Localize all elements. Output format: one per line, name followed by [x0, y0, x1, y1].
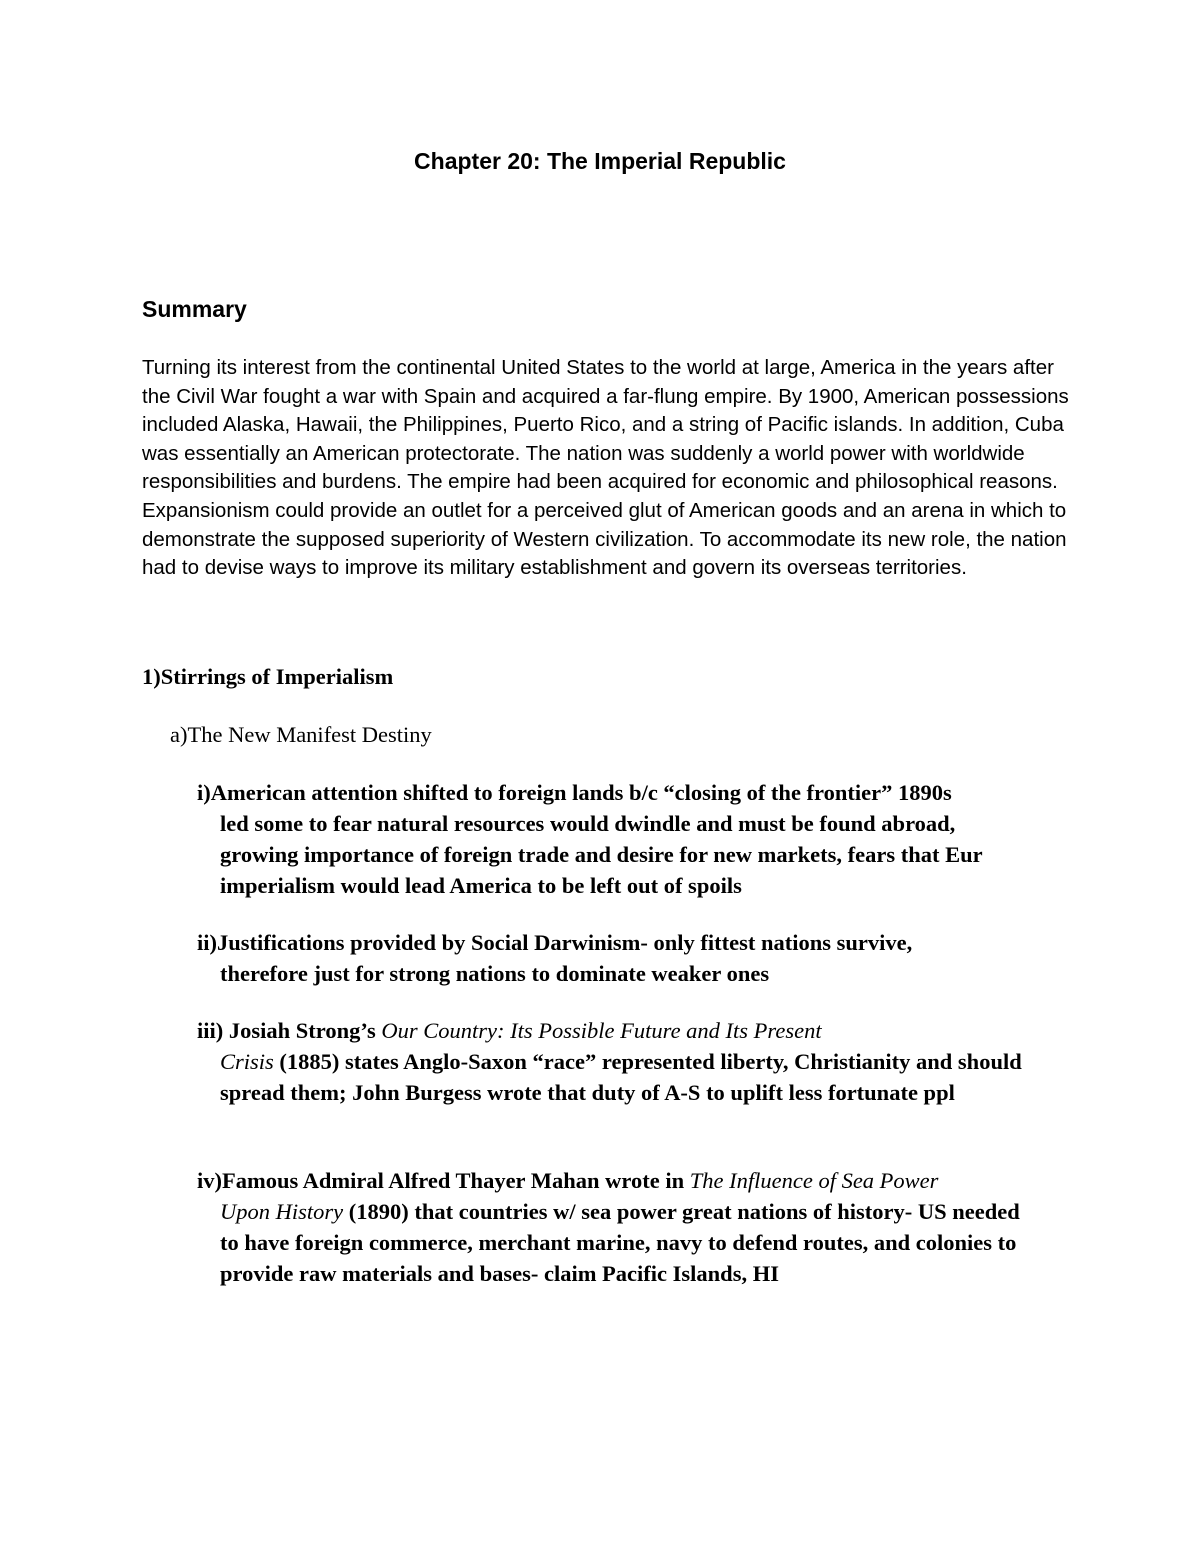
item-i-line1: i)American attention shifted to foreign lands b/c “closing of the frontier” 1890s — [197, 780, 952, 805]
item-iv-prefix: iv)Famous Admiral Alfred Thayer Mahan wrote in — [197, 1168, 690, 1193]
item-iii-text: (1885) states Anglo-Saxon “race” represented liberty, Christianity and should spread them; John Burgess wrote that duty of A-S to uplift less fortunate ppl — [220, 1049, 1022, 1105]
item-ii-rest: therefore just for strong nations to dominate weaker ones — [220, 961, 770, 986]
chapter-title: Chapter 20: The Imperial Republic — [414, 148, 786, 174]
outline-item-ii — [197, 927, 1027, 989]
subsection-heading: a)The New Manifest Destiny — [170, 722, 432, 747]
outline-item-iii — [197, 1015, 1027, 1108]
item-ii-line1: ii)Justifications provided by Social Darwinism- only fittest nations survive, — [197, 930, 913, 955]
summary-heading: Summary — [142, 296, 247, 322]
item-iii-prefix: iii) Josiah Strong’s — [197, 1018, 382, 1043]
item-iii-line1 — [197, 1015, 1027, 1046]
item-iv-rest — [197, 1196, 1027, 1289]
outline-item-i — [197, 777, 1027, 901]
item-iv-book-title-a: The Influence of Sea Power — [689, 1168, 939, 1193]
section-heading: 1)Stirrings of Imperialism — [142, 664, 394, 689]
item-iv-line1 — [197, 1165, 1027, 1196]
summary-paragraph: Turning its interest from the continental United States to the world at large, America in the years after the Civil War fought a war with Spain and acquired a far-flung empire. By 1900, American possessions included Alaska, Hawaii, the Philippines, Puerto Rico, and a string of Pacific islands. In addition, Cuba was essentially an American protectorate. The nation was suddenly a world power with worldwide responsibilities and burdens. The empire had been acquired for economic and philosophical reasons. Expansionism could provide an outlet for a perceived glut of American goods and an arena in which to demonstrate the supposed superiority of Western civilization. To accommodate its new role, the nation had to devise ways to improve its military establishment and govern its overseas territories. — [142, 356, 1069, 580]
outline-item-iv — [197, 1165, 1027, 1289]
item-iv-text: (1890) that countries w/ sea power great nations of history- US needed to have foreign commerce, merchant marine, navy to defend routes, and colonies to provide raw materials and bases- claim Pacific Islands, HI — [220, 1199, 1020, 1286]
item-iv-book-title-b: Upon History — [220, 1199, 344, 1224]
item-iii-book-title-b: Crisis — [220, 1049, 274, 1074]
item-i-rest: led some to fear natural resources would dwindle and must be found abroad, growing importance of foreign trade and desire for new markets, fears that Eur imperialism would lead America to be left out of spoils — [220, 811, 983, 898]
item-iii-book-title-a: Our Country: Its Possible Future and Its Present — [381, 1018, 822, 1043]
item-iii-rest — [197, 1046, 1027, 1108]
